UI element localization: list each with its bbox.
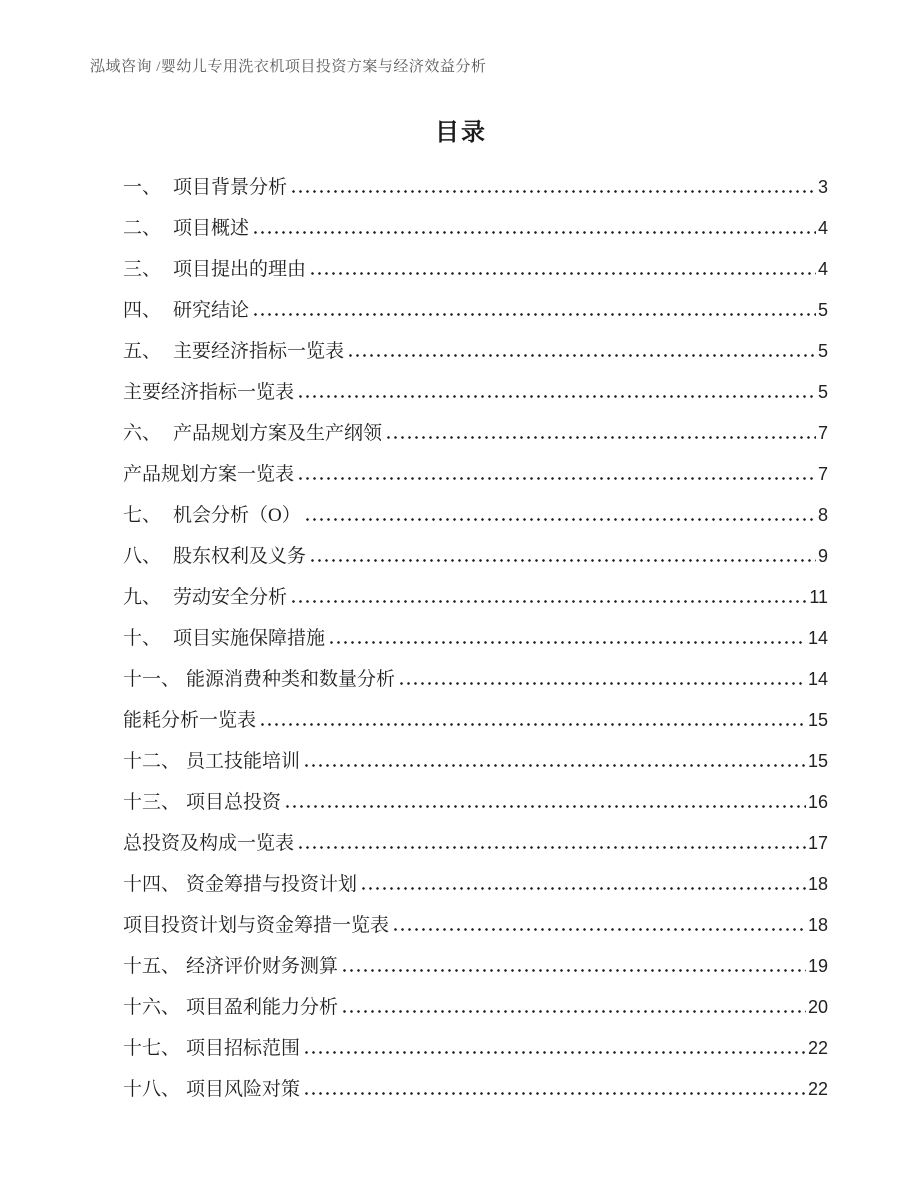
toc-list: [123, 167, 828, 1110]
toc-entry-number: 一、: [123, 177, 162, 198]
toc-entry-page-number: 16: [807, 792, 828, 812]
dot-leader: [252, 231, 816, 234]
dot-leader: [385, 436, 816, 439]
dot-leader: [309, 272, 816, 275]
dot-leader: [304, 518, 816, 521]
toc-entry-title: 产品规划方案一览表: [123, 464, 295, 485]
toc-entry-number: 五、: [123, 341, 162, 362]
toc-entry[interactable]: [123, 823, 828, 864]
toc-entry[interactable]: [123, 864, 828, 905]
toc-entry-title: 产品规划方案及生产纲领: [173, 423, 383, 444]
toc-entry-title: 项目招标范围: [186, 1038, 301, 1059]
toc-entry-page-number: 11: [809, 587, 828, 607]
toc-entry-page-number: 14: [807, 669, 828, 689]
dot-leader: [297, 477, 816, 480]
toc-entry-title: 能源消费种类和数量分析: [186, 669, 396, 690]
toc-entry-page-number: 17: [807, 833, 828, 853]
toc-entry-number: 七、: [123, 505, 162, 526]
toc-entry-label: [123, 208, 249, 249]
toc-entry[interactable]: [123, 618, 828, 659]
toc-entry-label: [123, 823, 294, 864]
toc-entry[interactable]: [123, 659, 828, 700]
toc-entry-title: 劳动安全分析: [173, 587, 288, 608]
toc-entry-title: 项目背景分析: [173, 177, 288, 198]
toc-entry-title: 项目总投资: [186, 792, 282, 813]
toc-entry-title: 机会分析（O）: [173, 505, 301, 526]
toc-entry[interactable]: [123, 577, 828, 618]
toc-entry-number: 十二、: [123, 751, 181, 772]
toc-entry-title: 项目风险对策: [186, 1079, 301, 1100]
toc-entry[interactable]: [123, 700, 828, 741]
dot-leader: [360, 887, 806, 890]
toc-entry-title: 资金筹措与投资计划: [186, 874, 358, 895]
toc-entry-number: 二、: [123, 218, 162, 239]
toc-entry-label: [123, 454, 294, 495]
toc-entry-number: 九、: [123, 587, 162, 608]
toc-entry-label: [123, 536, 306, 577]
toc-entry-page-number: 20: [807, 997, 828, 1017]
dot-leader: [347, 354, 816, 357]
dot-leader: [290, 190, 816, 193]
toc-entry-label: [123, 946, 338, 987]
toc-entry-page-number: 4: [817, 218, 828, 238]
toc-entry-title: 项目投资计划与资金筹措一览表: [123, 915, 390, 936]
toc-entry[interactable]: [123, 290, 828, 331]
toc-entry-number: 十七、: [123, 1038, 181, 1059]
toc-entry-title: 项目盈利能力分析: [186, 997, 339, 1018]
toc-entry-title: 主要经济指标一览表: [123, 382, 295, 403]
toc-entry-title: 研究结论: [173, 300, 250, 321]
toc-entry-title: 项目概述: [173, 218, 250, 239]
toc-entry-page-number: 15: [807, 710, 828, 730]
toc-title: 目录: [435, 120, 487, 146]
toc-entry[interactable]: [123, 495, 828, 536]
toc-entry[interactable]: [123, 536, 828, 577]
toc-entry-label: [123, 864, 357, 905]
toc-entry[interactable]: [123, 946, 828, 987]
toc-entry-label: [123, 905, 389, 946]
toc-entry-number: 三、: [123, 259, 162, 280]
toc-entry[interactable]: [123, 249, 828, 290]
toc-entry-title: 股东权利及义务: [173, 546, 307, 567]
toc-entry-label: [123, 167, 287, 208]
toc-entry-page-number: 9: [817, 546, 828, 566]
toc-entry-number: 十八、: [123, 1079, 181, 1100]
toc-entry-number: 十一、: [123, 669, 181, 690]
toc-entry-label: [123, 331, 344, 372]
toc-entry[interactable]: [123, 413, 828, 454]
dot-leader: [290, 600, 807, 603]
document-header: 泓域咨询 /婴幼儿专用洗衣机项目投资方案与经济效益分析: [90, 59, 487, 75]
toc-entry-page-number: 7: [817, 464, 828, 484]
toc-entry-page-number: 19: [807, 956, 828, 976]
dot-leader: [303, 764, 806, 767]
dot-leader: [284, 805, 806, 808]
toc-entry-label: [123, 1028, 300, 1069]
toc-entry[interactable]: [123, 905, 828, 946]
toc-entry-number: 十三、: [123, 792, 181, 813]
toc-entry[interactable]: [123, 741, 828, 782]
toc-entry[interactable]: [123, 987, 828, 1028]
dot-leader: [303, 1051, 806, 1054]
toc-entry-number: 八、: [123, 546, 162, 567]
toc-entry-page-number: 15: [807, 751, 828, 771]
toc-entry-page-number: 8: [817, 505, 828, 525]
dot-leader: [297, 395, 816, 398]
toc-entry-number: 十六、: [123, 997, 181, 1018]
dot-leader: [328, 641, 806, 644]
toc-entry-page-number: 18: [807, 874, 828, 894]
toc-entry-label: [123, 1069, 300, 1110]
toc-entry-number: 十四、: [123, 874, 181, 895]
toc-entry[interactable]: [123, 331, 828, 372]
toc-entry-label: [123, 618, 325, 659]
toc-entry-label: [123, 372, 294, 413]
toc-entry-page-number: 22: [807, 1038, 828, 1058]
toc-entry[interactable]: [123, 208, 828, 249]
toc-entry-page-number: 7: [817, 423, 828, 443]
toc-entry-page-number: 14: [807, 628, 828, 648]
toc-entry[interactable]: [123, 372, 828, 413]
dot-leader: [398, 682, 806, 685]
toc-entry-number: 六、: [123, 423, 162, 444]
toc-entry-label: [123, 700, 256, 741]
toc-entry-page-number: 18: [807, 915, 828, 935]
toc-entry-label: [123, 413, 382, 454]
toc-entry-title: 总投资及构成一览表: [123, 833, 295, 854]
toc-entry-label: [123, 987, 338, 1028]
toc-entry-label: [123, 782, 281, 823]
toc-entry-title: 项目提出的理由: [173, 259, 307, 280]
toc-entry-title: 经济评价财务测算: [186, 956, 339, 977]
dot-leader: [303, 1092, 806, 1095]
toc-entry-page-number: 5: [817, 341, 828, 361]
toc-entry-title: 主要经济指标一览表: [173, 341, 345, 362]
dot-leader: [259, 723, 806, 726]
toc-entry[interactable]: [123, 1028, 828, 1069]
toc-entry-page-number: 22: [807, 1079, 828, 1099]
toc-entry-label: [123, 741, 300, 782]
dot-leader: [309, 559, 816, 562]
toc-entry[interactable]: [123, 454, 828, 495]
dot-leader: [252, 313, 816, 316]
toc-entry-page-number: 5: [817, 300, 828, 320]
toc-entry-number: 四、: [123, 300, 162, 321]
toc-entry-label: [123, 249, 306, 290]
toc-entry-number: 十五、: [123, 956, 181, 977]
toc-entry-page-number: 3: [817, 177, 828, 197]
toc-entry-label: [123, 495, 301, 536]
toc-entry-page-number: 5: [817, 382, 828, 402]
toc-entry[interactable]: [123, 167, 828, 208]
dot-leader: [341, 1010, 806, 1013]
toc-entry-title: 员工技能培训: [186, 751, 301, 772]
toc-entry-label: [123, 290, 249, 331]
toc-entry-label: [123, 659, 395, 700]
toc-entry[interactable]: [123, 782, 828, 823]
toc-entry-title: 项目实施保障措施: [173, 628, 326, 649]
dot-leader: [392, 928, 806, 931]
toc-entry-page-number: 4: [817, 259, 828, 279]
toc-entry-title: 能耗分析一览表: [123, 710, 257, 731]
toc-entry-number: 十、: [123, 628, 162, 649]
dot-leader: [297, 846, 806, 849]
toc-entry-label: [123, 577, 287, 618]
dot-leader: [341, 969, 806, 972]
toc-entry[interactable]: [123, 1069, 828, 1110]
